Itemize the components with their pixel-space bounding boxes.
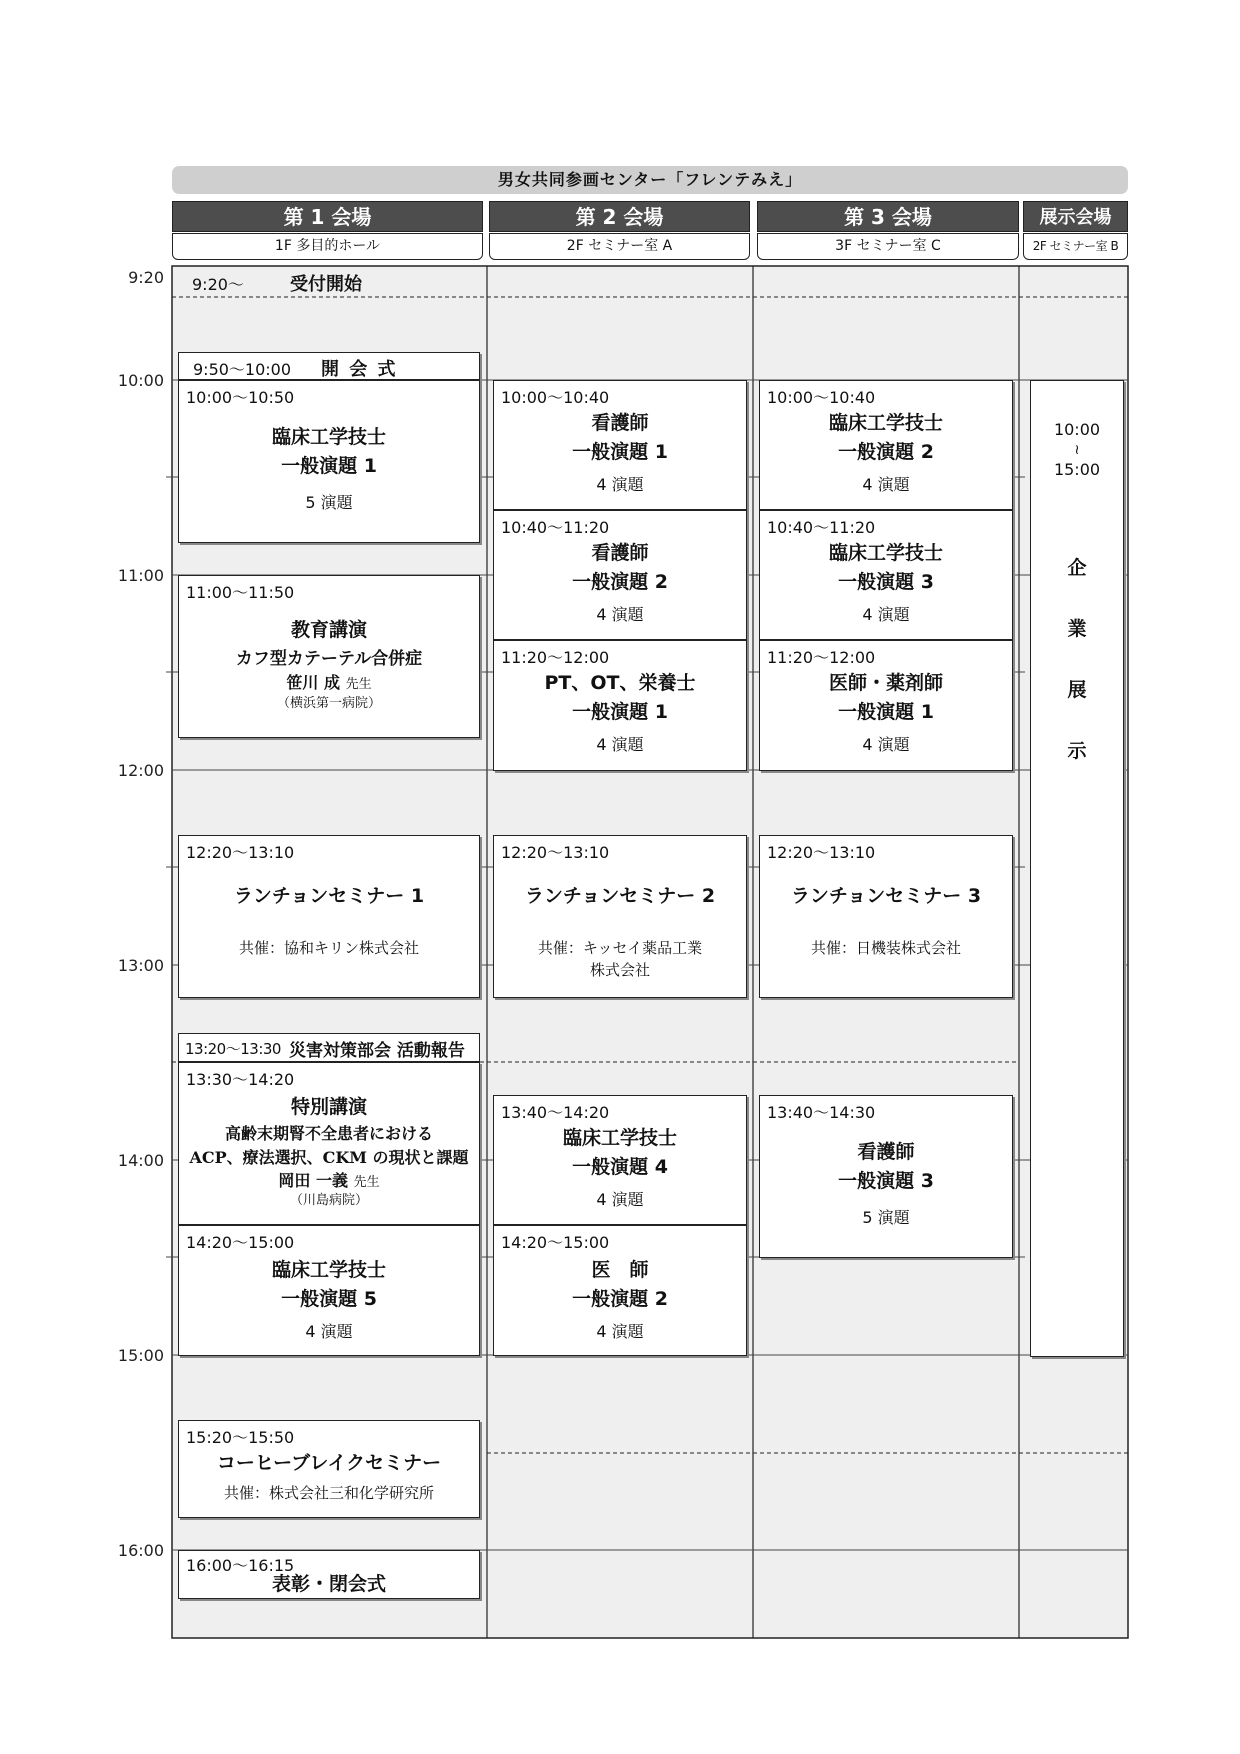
speaker-name: 笹川 成 (286, 673, 340, 692)
session-title: 臨床工学技士 (562, 1127, 677, 1149)
session-time: 14:20～15:00 (501, 1233, 610, 1252)
lecture-topic: カフ型カテーテル合併症 (235, 649, 423, 669)
session-time: 13:40～14:20 (501, 1103, 610, 1122)
room2-session-3 (493, 640, 747, 771)
session-title: 臨床工学技士 (271, 1259, 386, 1281)
exhibit-time-range (1031, 419, 1123, 481)
session-time: 16:00～16:15 (186, 1556, 295, 1575)
session-time: 13:30～14:20 (186, 1070, 295, 1089)
time-label-1500: 15:00 (117, 1346, 164, 1365)
session-time: 10:00～10:40 (501, 388, 610, 407)
session-subtitle: 一般演題 3 (838, 1170, 934, 1192)
time-label-0920: 9:20 (128, 268, 164, 287)
opening-ceremony (178, 352, 480, 380)
exhibit-end-time: 15:00 (1053, 460, 1101, 479)
room1-special-lecture (178, 1062, 480, 1225)
speaker-affiliation: （横浜第一病院） (276, 696, 381, 711)
opening-time: 9:50～10:00 (193, 360, 292, 379)
session-subtitle: 一般演題 2 (838, 441, 934, 463)
reception-title: 受付開始 (290, 274, 362, 295)
disaster-title: 災害対策部会 活動報告 (289, 1041, 465, 1061)
session-time: 15:20～15:50 (186, 1428, 295, 1447)
sponsor-text: 共催：株式会社三和化学研究所 (223, 1484, 434, 1502)
session-subtitle: 一般演題 1 (572, 441, 668, 463)
room1-session-5 (178, 1225, 480, 1356)
session-time: 10:40～11:20 (767, 518, 876, 537)
room-2-floor: 2F セミナー室 A (489, 233, 750, 260)
session-time: 12:20～13:10 (501, 843, 610, 862)
session-subtitle: 一般演題 2 (572, 1288, 668, 1310)
room2-session-5 (493, 1095, 747, 1225)
room1-session-1 (178, 380, 480, 543)
session-time: 10:40～11:20 (501, 518, 610, 537)
session-title: 医 師 (591, 1259, 649, 1281)
sponsor-text: 共催：日機装株式会社 (810, 939, 961, 957)
session-time: 10:00～10:50 (186, 388, 295, 407)
time-label-1300: 13:00 (117, 956, 164, 975)
room1-coffee-break-seminar (178, 1420, 480, 1518)
session-title: 医師・薬剤師 (828, 672, 943, 694)
speaker-honorific: 先生 (345, 677, 372, 692)
session-time: 12:20～13:10 (767, 843, 876, 862)
session-count: 5 演題 (862, 1208, 910, 1227)
exhibit-floor: 2F セミナー室 B (1023, 233, 1128, 260)
reception-time: 9:20～ (192, 275, 244, 294)
session-title: PT、OT、栄養士 (544, 672, 696, 694)
session-time: 11:20～12:00 (767, 648, 876, 667)
session-title: 臨床工学技士 (271, 426, 386, 448)
session-title: 教育講演 (290, 619, 367, 641)
session-title: コーヒーブレイクセミナー (216, 1452, 442, 1474)
session-title: 臨床工学技士 (828, 542, 943, 564)
time-label-1100: 11:00 (117, 566, 164, 585)
corporate-exhibit (1030, 380, 1124, 1357)
session-subtitle: 一般演題 2 (572, 571, 668, 593)
room-3-floor: 3F セミナー室 C (757, 233, 1019, 260)
session-subtitle: 一般演題 5 (281, 1288, 377, 1310)
session-count: 4 演題 (596, 1190, 644, 1209)
session-time: 10:00～10:40 (767, 388, 876, 407)
time-label-1200: 12:00 (117, 761, 164, 780)
room1-session-2 (178, 575, 480, 738)
exhibit-start-time: 10:00 (1053, 420, 1101, 439)
sponsor-text-1: 共催：キッセイ薬品工業 (537, 939, 703, 957)
room1-luncheon-seminar (178, 835, 480, 998)
venue-banner: 男女共同参画センター「フレンテみえ」 (172, 166, 1128, 194)
room-3-header: 第 3 会場 (757, 201, 1019, 232)
disaster-committee-report (178, 1033, 480, 1062)
session-title: 看護師 (591, 542, 649, 564)
disaster-time: 13:20～13:30 (185, 1040, 281, 1058)
time-label-1400: 14:00 (117, 1151, 164, 1170)
speaker-line (179, 1170, 479, 1192)
room-1-floor: 1F 多目的ホール (172, 233, 483, 260)
exhibit-char-4: 示 (1067, 740, 1087, 762)
session-time: 11:00～11:50 (186, 583, 295, 602)
speaker-line (179, 671, 479, 695)
session-count: 4 演題 (596, 735, 644, 754)
session-count: 4 演題 (862, 605, 910, 624)
room2-session-1 (493, 380, 747, 510)
session-time: 14:20～15:00 (186, 1233, 295, 1252)
session-title: ランチョンセミナー 3 (790, 885, 982, 907)
session-subtitle: 一般演題 3 (838, 571, 934, 593)
sponsor-text: 共催：協和キリン株式会社 (238, 939, 419, 957)
room2-session-2 (493, 510, 747, 640)
room3-session-3 (759, 640, 1013, 771)
lecture-topic-2: ACP、療法選択、CKM の現状と課題 (189, 1148, 469, 1167)
speaker-name: 岡田 一義 (278, 1171, 348, 1190)
lecture-topic-1: 高齢末期腎不全患者における (224, 1124, 433, 1143)
room3-session-1 (759, 380, 1013, 510)
session-count: 4 演題 (596, 1322, 644, 1341)
session-title: 看護師 (857, 1141, 915, 1163)
session-title: ランチョンセミナー 2 (524, 885, 716, 907)
session-subtitle: 一般演題 1 (838, 701, 934, 723)
room3-luncheon-seminar (759, 835, 1013, 998)
session-subtitle: 一般演題 1 (572, 701, 668, 723)
session-count: 4 演題 (596, 605, 644, 624)
time-label-1000: 10:00 (117, 371, 164, 390)
room-2-header: 第 2 会場 (489, 201, 750, 232)
session-time: 12:20～13:10 (186, 843, 295, 862)
exhibit-char-3: 展 (1067, 679, 1087, 701)
exhibit-char-2: 業 (1067, 618, 1087, 640)
session-count: 5 演題 (305, 493, 353, 512)
room1-closing-ceremony (178, 1550, 480, 1599)
session-count: 4 演題 (862, 735, 910, 754)
session-subtitle: 一般演題 1 (281, 455, 377, 477)
time-label-1600: 16:00 (117, 1541, 164, 1560)
session-title: 特別講演 (290, 1096, 367, 1118)
session-subtitle: 一般演題 4 (572, 1156, 668, 1178)
session-time: 11:20～12:00 (501, 648, 610, 667)
session-title: 看護師 (591, 412, 649, 434)
exhibit-title (1031, 553, 1123, 797)
sponsor-text-2: 株式会社 (589, 961, 650, 979)
room2-session-6 (493, 1225, 747, 1356)
session-title: 表彰・閉会式 (271, 1573, 386, 1595)
session-title: ランチョンセミナー 1 (233, 885, 425, 907)
session-time: 13:40～14:30 (767, 1103, 876, 1122)
session-title: 臨床工学技士 (828, 412, 943, 434)
room2-luncheon-seminar (493, 835, 747, 998)
session-count: 4 演題 (862, 475, 910, 494)
opening-title: 開 会 式 (321, 359, 398, 380)
exhibit-char-1: 企 (1067, 557, 1087, 579)
session-count: 4 演題 (596, 475, 644, 494)
room3-session-5 (759, 1095, 1013, 1258)
session-count: 4 演題 (305, 1322, 353, 1341)
room3-session-2 (759, 510, 1013, 640)
exhibit-header: 展示会場 (1023, 201, 1128, 232)
exhibit-time-separator: ≀ (1074, 442, 1080, 458)
room-1-header: 第 1 会場 (172, 201, 483, 232)
speaker-affiliation: （川島病院） (289, 1193, 368, 1208)
speaker-honorific: 先生 (353, 1175, 380, 1190)
